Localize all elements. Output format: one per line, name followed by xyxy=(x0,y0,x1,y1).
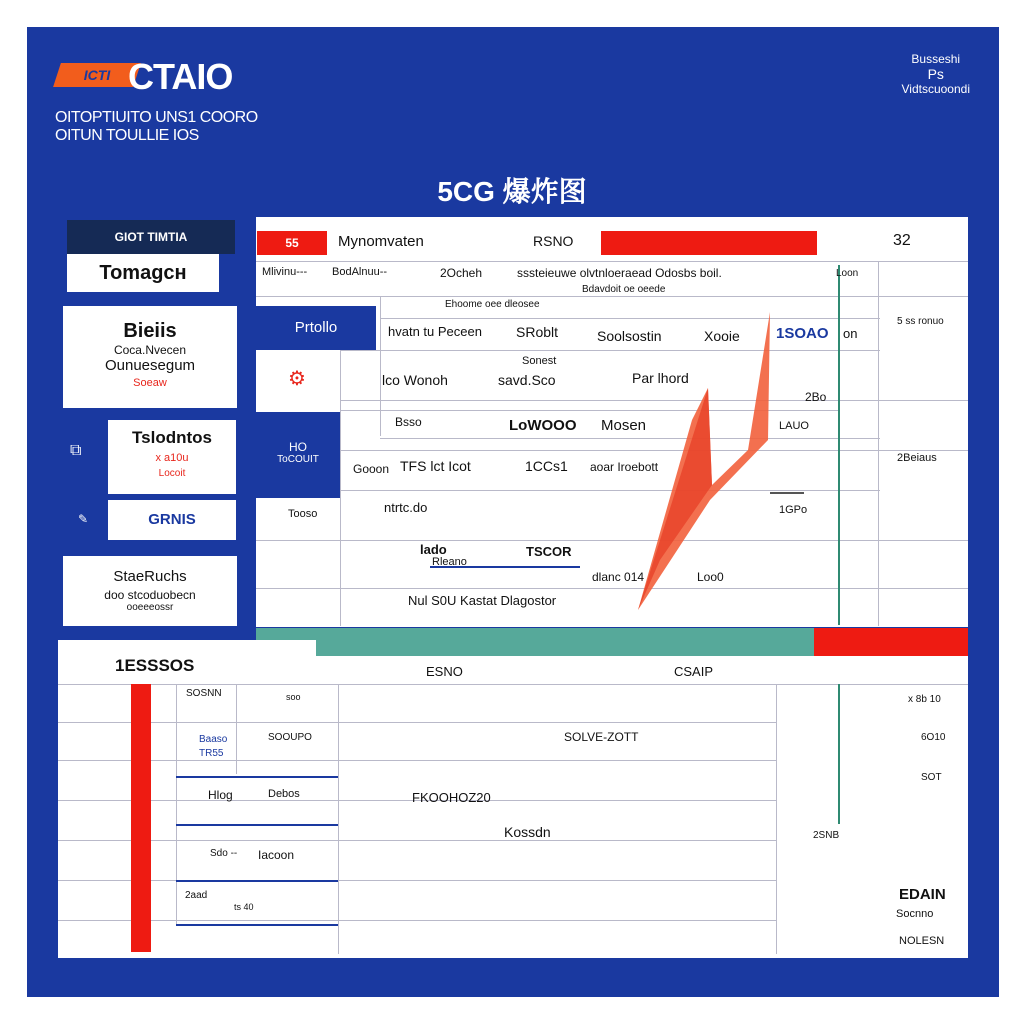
upper-row6-c2: TFS lct Icot xyxy=(400,458,471,474)
upper-row3-c4: Xooie xyxy=(704,328,740,344)
upper-row1-c1: Mlivinu--- xyxy=(262,266,308,278)
upper-row3-c3: Soolsostin xyxy=(597,328,662,344)
sidebar-card-2[interactable]: Tslodntos x a10u Locoit xyxy=(108,420,236,494)
sidebar-dark-tab[interactable]: GIOT TIMTIA xyxy=(67,220,235,254)
logo-text: CTAIO xyxy=(128,56,233,97)
upper-row5-c4: LAUO xyxy=(779,420,809,432)
lower-red-column xyxy=(131,684,151,952)
tab-icon-panel[interactable] xyxy=(256,352,338,410)
upper-row4-c4: Sonest xyxy=(522,355,557,367)
page-title: 5CG 爆炸图 xyxy=(437,176,587,207)
lower-right-3: SOT xyxy=(921,772,942,783)
lower-footer-1: EDAIN xyxy=(899,886,946,903)
lower-row-7: 2aad xyxy=(185,890,208,901)
upper-row6-c5: 2Beiaus xyxy=(897,452,937,464)
sidebar-card-3[interactable]: GRNIS xyxy=(108,500,236,540)
top-right-info: Busseshi Ps Vidtscuoondi xyxy=(901,52,970,96)
lower-sub-5: ts 40 xyxy=(234,902,254,912)
lower-row-6: Sdo -- xyxy=(210,848,238,859)
upper-row8-c1: lado xyxy=(420,542,447,557)
lower-footer-2: Socnno xyxy=(896,908,934,920)
upper-row2: Bdavdoit oe oeede xyxy=(582,284,666,295)
lower-row-1: SOSNN xyxy=(186,688,222,699)
upper-row8-c5: Loo0 xyxy=(697,570,724,584)
lower-center-3: Kossdn xyxy=(504,824,551,840)
upper-row4-right: 2Bo xyxy=(805,390,827,404)
sidebar-card-4[interactable]: StaeRuchs doo stcoduobecn ooeeeossr xyxy=(63,556,237,626)
upper-row5-c2: LoWOOO xyxy=(509,417,577,434)
upper-row3-c6: on xyxy=(843,326,858,341)
upper-row7-c2: 1GPo xyxy=(779,504,808,516)
tab-label: Tooso xyxy=(288,508,318,520)
lower-table-panel xyxy=(58,656,968,958)
logo-badge: ICTI xyxy=(53,63,141,87)
lower-row-2: Baaso xyxy=(199,734,228,745)
sidebar-card-1[interactable]: Bieiis Coca.Nvecen Ounuesegum Soeaw xyxy=(63,306,237,408)
upper-row6-c4: aoar Iroebott xyxy=(590,460,659,474)
lower-row-5: Debos xyxy=(268,788,300,800)
upper-row4-c2: savd.Sco xyxy=(498,372,556,388)
lower-marker-line xyxy=(838,684,840,824)
lower-row-3: TR55 xyxy=(199,748,224,759)
network-icon: ⚙ xyxy=(288,368,306,390)
upper-row8-c2: Rleano xyxy=(432,556,467,568)
upper-row8-c4: dlanc 014 xyxy=(592,570,645,584)
upper-row8-c3: TSCOR xyxy=(526,544,572,559)
upper-row2b: Ehoome oee dleosee xyxy=(445,299,540,310)
lower-table-title: 1ESSSOS xyxy=(115,656,195,675)
upper-row7-c1: ntrtc.do xyxy=(384,500,428,515)
lower-right-4: 2SNB xyxy=(813,830,840,841)
lower-col1-header: ESNO xyxy=(426,664,463,679)
upper-row3-c1: hvatn tu Peceen xyxy=(388,324,482,339)
lower-row-4: Hlog xyxy=(208,788,233,802)
tab-profile[interactable]: Prtollo xyxy=(256,306,376,350)
coral-shard-graphic xyxy=(600,300,800,620)
teal-divider xyxy=(256,628,814,656)
upper-row3-c2: SRoblt xyxy=(516,324,559,340)
upper-row1-c3: 2Ocheh xyxy=(440,266,483,280)
lower-right-1: x 8b 10 xyxy=(908,694,941,705)
upper-row5-c3: Mosen xyxy=(601,417,647,434)
upper-row9: Nul S0U Kastat Dlagostor xyxy=(408,593,557,608)
upper-col1-header: Mynomvaten xyxy=(338,233,424,250)
lower-col2-header: CSAIP xyxy=(674,664,714,679)
lower-footer-3: NOLESN xyxy=(899,935,945,947)
sidebar-icon-2: ✎ xyxy=(78,512,89,526)
lower-sub-2: SOOUPO xyxy=(268,732,312,743)
upper-row6-c1: Gooon xyxy=(353,462,390,476)
upper-row6-c3: 1CCs1 xyxy=(525,458,568,474)
upper-row1-c4: sssteieuwe olvtnloeraead Odosbs boil. xyxy=(517,266,722,280)
red-divider xyxy=(814,628,968,656)
sidebar-icon-1: ⧉ xyxy=(70,442,82,459)
header-subtitle-2: OITUN TOULLIE IOS xyxy=(55,127,199,144)
upper-red-bar xyxy=(601,231,817,255)
lower-sub-1: soo xyxy=(286,692,301,702)
upper-row3-c7: 5 ss ronuo xyxy=(897,316,944,327)
tab-ho[interactable]: HO ToCOUIT xyxy=(256,412,340,498)
upper-row1-c2: BodAlnuu-- xyxy=(332,266,388,278)
upper-row4-c3: Par lhord xyxy=(632,370,689,386)
upper-row3-c5: 1SOAO xyxy=(776,325,829,342)
lower-right-2: 6O10 xyxy=(921,732,946,743)
lower-center-1: SOLVE-ZOTT xyxy=(564,730,639,744)
upper-tag: 55 xyxy=(257,231,327,255)
lower-center-2: FKOOHOZ20 xyxy=(412,790,491,805)
sidebar-tab-heading[interactable]: Tomagcн xyxy=(67,254,219,292)
upper-count: 32 xyxy=(893,232,911,249)
lower-sub-4: Iacoon xyxy=(258,848,295,862)
upper-row1-c5: Loon xyxy=(836,268,859,279)
upper-col2-header: RSNO xyxy=(533,233,574,249)
upper-row4-c1: lco Wonoh xyxy=(382,372,448,388)
upper-marker-line xyxy=(838,265,840,625)
upper-row5-c1: Bsso xyxy=(395,415,422,429)
header-subtitle-1: OITOPTIUITO UNS1 COORO xyxy=(55,109,258,126)
